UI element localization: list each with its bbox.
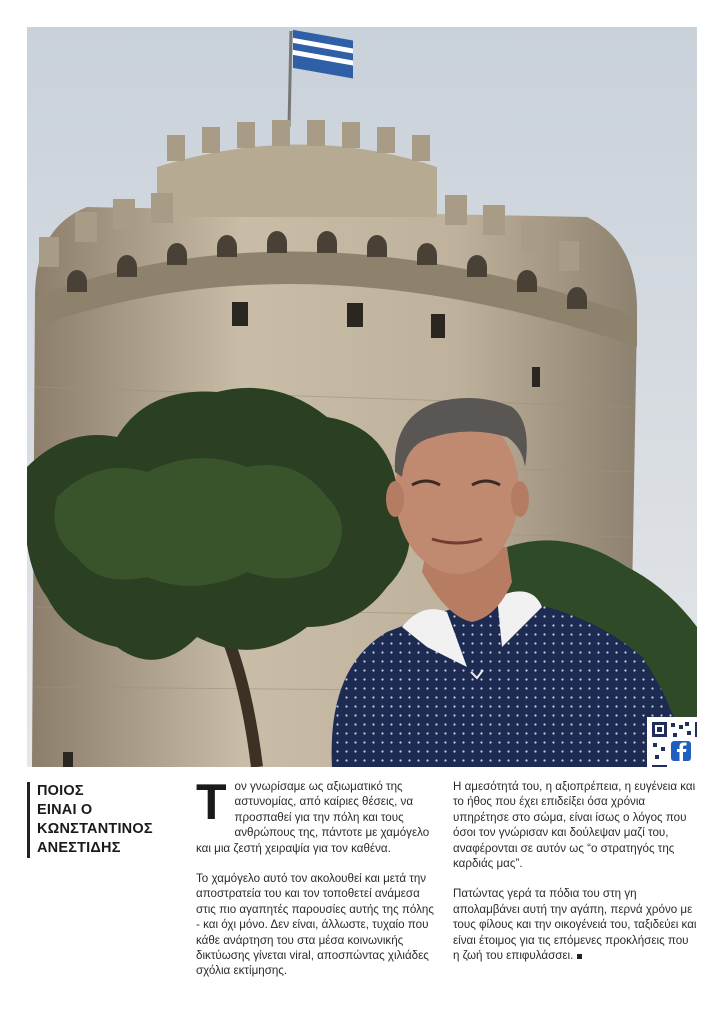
article-column-1 (196, 774, 441, 994)
cover-photo (27, 27, 697, 767)
paragraph (196, 774, 441, 856)
qr-code-icon (649, 719, 697, 767)
heading-line: ΚΩΝΣΤΑΝΤΙΝΟΣ (37, 821, 153, 837)
qr-code-facebook-icon[interactable] (647, 717, 697, 767)
article-column-2 (453, 779, 698, 978)
paragraph (453, 886, 698, 963)
heading-line: ΠΟΙΟΣ (37, 783, 84, 799)
end-mark-icon (577, 954, 582, 959)
white-tower-portrait-illustration (27, 27, 697, 767)
paragraph: Η αμεσότητά του, η αξιοπρέπεια, η ευγένεια και το ήθος που έχει επιδείξει όσα χρόνια υπηρέτησε στο σώμα, είναι ίσως ο λόγος που όσοι τον γνώρισαν και δούλεψαν μαζί του, αναφέρονται σε αυτόν ως “ο στρατηγός της καρδιάς μας”. (453, 780, 696, 871)
heading-line: ΑΝΕΣΤΙΔΗΣ (37, 840, 121, 856)
article-heading (27, 782, 187, 858)
heading-line: ΕΙΝΑΙ Ο (37, 802, 93, 818)
paragraph-text: Πατώντας γερά τα πόδια του στη γη απολαμβάνει αυτή την αγάπη, περνά χρόνο με τους φίλους και την οικογένειά του, ταξιδεύει και είναι έτοιμος για τις επόμενες προκλήσεις που η ζωή του επιφυλάσσει. (453, 887, 697, 963)
drop-cap: Τ (196, 774, 227, 830)
paragraph: Το χαμόγελο αυτό τον ακολουθεί και μετά την αποστρατεία του και τον τοποθετεί ανάμεσα στις πιο αγαπητές παρουσίες αυτής της πόλης - και όχι μόνο. Δεν είναι, άλλωστε, τυχαίο που κάθε ανάρτηση του στα μέσα κοινωνικής δικτύωσης γίνεται viral, αποσπώντας χιλιάδες σχόλια εκτίμησης. (196, 872, 434, 978)
paragraph-text: ον γνωρίσαμε ως αξιωματικό της αστυνομίας, από καίριες θέσεις, να προσπαθεί για την πόλη και τους ανθρώπους της, πάντοτε με χαμόγελο και μια ζεστή χειραψία για τον καθένα. (196, 780, 430, 855)
